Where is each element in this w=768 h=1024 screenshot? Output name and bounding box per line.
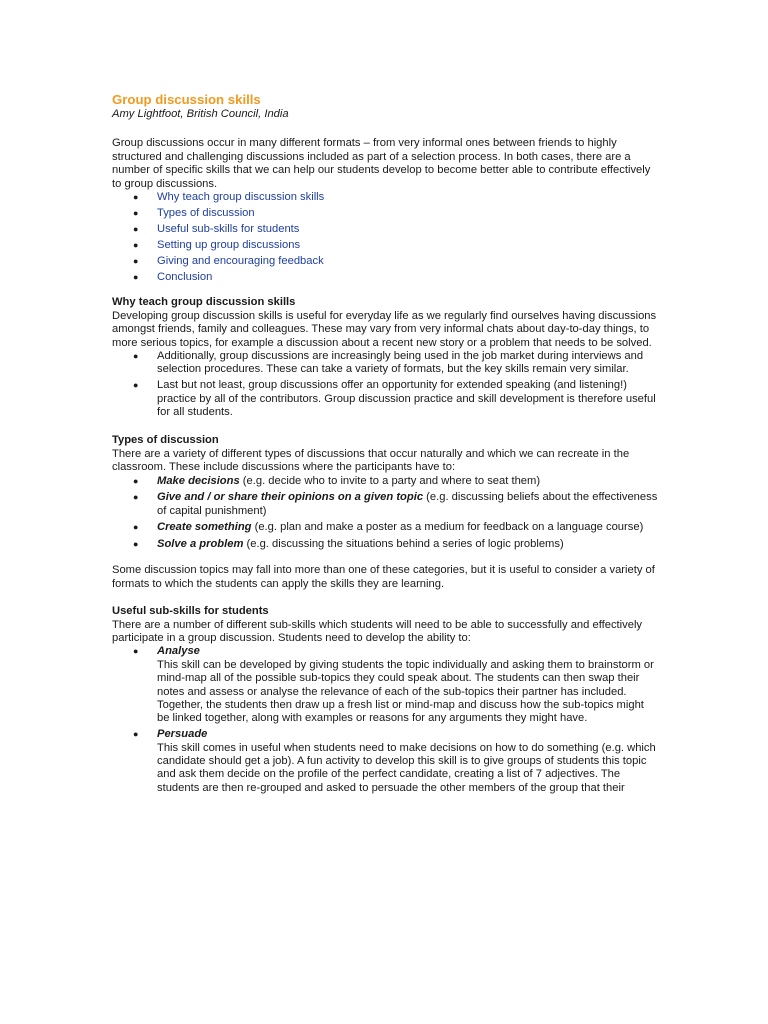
list-item <box>112 379 658 419</box>
type-description: (e.g. discussing the situations behind a series of logic problems) <box>243 537 564 550</box>
type-description: (e.g. plan and make a poster as a medium for feedback on a language course) <box>251 521 644 534</box>
type-description: (e.g. decide who to invite to a party and where to seat them) <box>239 474 541 487</box>
list-item <box>112 538 658 551</box>
subskills-bullets <box>112 645 658 795</box>
bullet-icon: ● <box>133 224 139 235</box>
bullet-icon: ● <box>133 522 139 533</box>
list-item <box>112 491 658 518</box>
document-page <box>112 92 658 798</box>
types-bullets <box>112 475 658 552</box>
bullet-icon: ● <box>133 729 139 740</box>
list-item <box>112 350 658 377</box>
bullet-icon: ● <box>133 475 139 486</box>
toc-item <box>112 239 658 252</box>
why-bullets <box>112 350 658 419</box>
toc-item <box>112 271 658 284</box>
bullet-icon: ● <box>133 256 139 267</box>
toc-link-subskills[interactable]: Useful sub-skills for students <box>157 223 300 236</box>
subskill-text: This skill comes in useful when students need to make decisions on how to do something (e.g. which candidate should get a job). A fun activity to develop this skill is to give groups of students this topic and ask them decide on the profile of the perfect candidate, creating a list of 7 adjectives. The students are then re-grouped and asked to persuade the other members of the group that their <box>157 741 656 794</box>
types-paragraph: There are a variety of different types of discussions that occur naturally and which we can recreate in the classroom. These include discussions where the participants have to: <box>112 447 630 474</box>
type-name: Give and / or share their opinions on a given topic <box>157 491 424 504</box>
section-heading-subskills: Useful sub-skills for students <box>112 605 269 618</box>
list-item-text: Last but not least, group discussions offer an opportunity for extended speaking (and listening!) practice by all of the contributors. Group discussion practice and skill development is therefore useful for all students. <box>157 379 656 419</box>
bullet-icon: ● <box>133 240 139 251</box>
bullet-icon: ● <box>133 492 139 503</box>
intro-paragraph: Group discussions occur in many different formats – from very informal ones between friends to highly structured and challenging discussions included as part of a selection process. In both cases, there are a number of specific skills that we can help our students develop to become better able to contribute effectively to group discussions. <box>112 137 651 190</box>
bullet-icon: ● <box>133 272 139 283</box>
list-item <box>112 645 658 725</box>
toc-link-setting-up[interactable]: Setting up group discussions <box>157 239 301 252</box>
type-name: Solve a problem <box>157 537 244 550</box>
list-item <box>112 521 658 534</box>
bullet-icon: ● <box>133 192 139 203</box>
list-item-text: Additionally, group discussions are increasingly being used in the job market during interviews and selection procedures. These can take a variety of formats, but the key skills remain very similar. <box>157 350 644 376</box>
toc-link-feedback[interactable]: Giving and encouraging feedback <box>157 255 324 268</box>
bullet-icon: ● <box>133 351 139 362</box>
types-after-paragraph: Some discussion topics may fall into more than one of these categories, but it is useful to consider a variety of formats to which the students can apply the skills they are learning. <box>112 564 655 590</box>
doc-title: Group discussion skills <box>112 92 261 107</box>
toc-link-why[interactable]: Why teach group discussion skills <box>157 191 325 204</box>
toc-link-conclusion[interactable]: Conclusion <box>157 271 213 284</box>
toc-item <box>112 223 658 236</box>
type-name: Make decisions <box>157 474 240 487</box>
toc-item <box>112 191 658 204</box>
type-name: Create something <box>157 521 252 534</box>
bullet-icon: ● <box>133 646 139 657</box>
toc-link-types[interactable]: Types of discussion <box>157 207 255 220</box>
subskills-paragraph: There are a number of different sub-skills which students will need to be able to successfully and effectively participate in a group discussion. Students need to develop the ability to: <box>112 618 643 644</box>
list-item <box>112 728 658 795</box>
section-heading-types: Types of discussion <box>112 434 219 447</box>
toc-item <box>112 255 658 268</box>
subskill-text: This skill can be developed by giving students the topic individually and asking them to brainstorm or mind-map all of the possible sub-topics they could speak about. The students can then swap their notes and assess or analyse the relevance of each of the sub-topics their partner has included. Together, the students then draw up a fresh list or mind-map and discuss how the sub-topics might be linked together, along with examples or reasons for any arguments they might have. <box>157 658 654 725</box>
bullet-icon: ● <box>133 208 139 219</box>
why-paragraph: Developing group discussion skills is useful for everyday life as we regularly find ourselves having discussions amongst friends, family and colleagues. These may vary from very informal chats about day-to-day things, to more serious topics, for example a discussion about a recent new story or a problem that needs to be solved. <box>112 309 657 349</box>
bullet-icon: ● <box>133 380 139 391</box>
bullet-icon: ● <box>133 538 139 549</box>
type-description: (e.g. discussing beliefs about the effectiveness of capital punishment) <box>157 491 658 517</box>
subskill-name: Persuade <box>157 728 208 741</box>
toc-item <box>112 207 658 220</box>
subskill-name: Analyse <box>157 645 200 658</box>
list-item <box>112 475 658 488</box>
doc-author: Amy Lightfoot, British Council, India <box>112 108 289 120</box>
table-of-contents <box>112 191 658 284</box>
section-heading-why: Why teach group discussion skills <box>112 296 296 309</box>
